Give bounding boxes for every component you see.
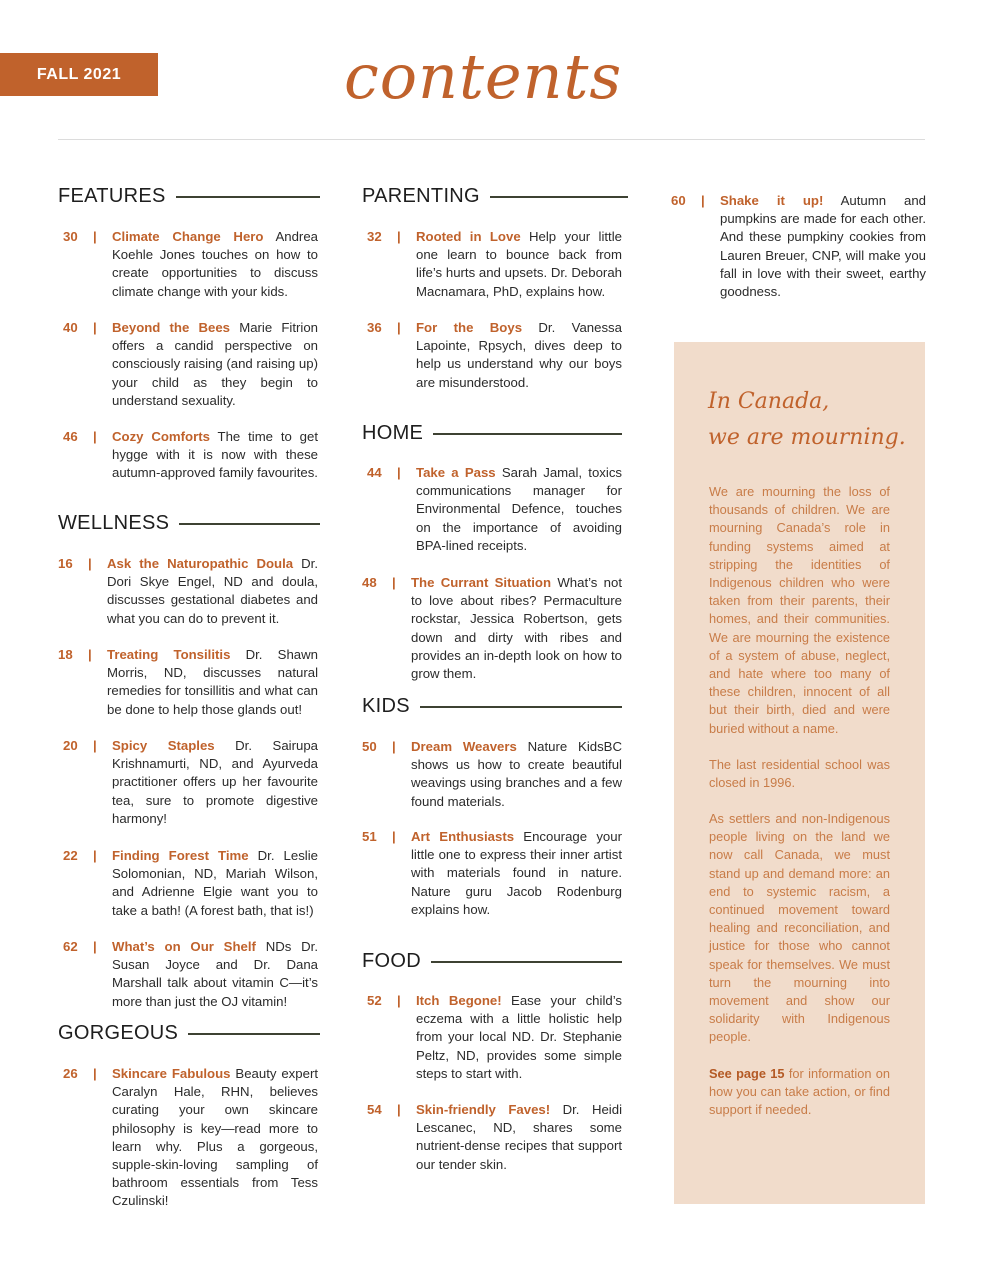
section-title: GORGEOUS xyxy=(58,1022,179,1044)
entry-description: Beauty expert Caralyn Hale, RHN, believes curating your own skincare philosophy is key—read more to learn why. Plus a gorgeous, supple-skin-loving sampling of bathroom essentials from Tess Czulinski! xyxy=(112,1066,318,1209)
callout-heading: In Canada, we are mourning. xyxy=(708,389,906,450)
entry-title[interactable]: Skincare Fabulous xyxy=(112,1066,231,1081)
section-heading-parenting xyxy=(362,185,628,208)
entry-description: Dr. Heidi Lescanec, ND, shares some nutrient-dense recipes that support our tender skin. xyxy=(416,1102,622,1172)
section-rule xyxy=(179,523,320,525)
entry-title[interactable]: Climate Change Hero xyxy=(112,229,264,244)
entry-description: The time to get hygge with it is now with these autumn-approved family favourites. xyxy=(112,429,319,481)
section-rule xyxy=(176,196,320,198)
page-number: 52 | xyxy=(367,993,401,1008)
callout-paragraph: As settlers and non-Indigenous people living on the land we now call Canada, we must stand up and demand more: an end to systemic racism, a continued movement toward healing and reconciliation, and justice for those who cannot speak for themselves. We must turn the mourning into movement and show our solidarity with Indigenous people. xyxy=(709,811,890,1045)
entry-title[interactable]: Ask the Naturopathic Doula xyxy=(107,556,294,571)
toc-entry[interactable] xyxy=(367,992,622,1083)
section-title: PARENTING xyxy=(362,185,480,207)
section-heading-wellness xyxy=(58,512,320,535)
section-title: HOME xyxy=(362,422,424,444)
callout-paragraph: We are mourning the loss of thousands of children. We are mourning Canada’s role in funding systems aimed at stripping the identities of Indigenous children who were taken from their parents, their homes, and their communities. We are mourning the existence of a system of abuse, neglect, and hate where too many of these children, innocent of all but their birth, died and were buried without a name. xyxy=(709,484,890,736)
mourning-callout-panel xyxy=(674,342,925,1204)
entry-title[interactable]: Finding Forest Time xyxy=(112,848,249,863)
section-rule xyxy=(431,961,622,963)
page-number: 26 | xyxy=(63,1066,97,1081)
entry-title[interactable]: Skin-friendly Faves! xyxy=(416,1102,551,1117)
toc-entry[interactable] xyxy=(63,1065,318,1211)
toc-entry[interactable] xyxy=(362,738,622,811)
toc-entry[interactable] xyxy=(63,428,318,483)
entry-description: Help your little one learn to bounce back from life’s hurts and upsets. Dr. Deborah Macnamara, PhD, explains how. xyxy=(416,229,622,299)
toc-entry[interactable] xyxy=(63,847,318,920)
entry-description: Dr. Sairupa Krishnamurti, ND, and Ayurveda practitioner offers up her favourite tea, sure to promote digestive harmony! xyxy=(112,738,318,826)
toc-entry[interactable] xyxy=(63,228,318,301)
entry-title[interactable]: Treating Tonsilitis xyxy=(107,647,231,662)
section-rule xyxy=(420,706,622,708)
section-heading-home xyxy=(362,422,622,445)
entry-title[interactable]: Rooted in Love xyxy=(416,229,521,244)
page-number: 50 | xyxy=(362,739,396,754)
entry-description: NDs Dr. Susan Joyce and Dr. Dana Marshall talk about vitamin C—it’s more than just the OJ vitamin! xyxy=(112,939,318,1009)
entry-title[interactable]: Dream Weavers xyxy=(411,739,517,754)
entry-description: Sarah Jamal, toxics communications manager for Environmental Defence, touches on the importance of avoiding BPA-lined receipts. xyxy=(416,465,623,553)
page-number: 16 | xyxy=(58,556,92,571)
entry-description: Nature KidsBC shows us how to create beautiful weavings using branches and a few found materials. xyxy=(411,739,622,809)
section-rule xyxy=(188,1033,320,1035)
page-number: 20 | xyxy=(63,738,97,753)
toc-entry[interactable] xyxy=(63,319,318,410)
page-number: 62 | xyxy=(63,939,97,954)
entry-title[interactable]: Art Enthusiasts xyxy=(411,829,515,844)
toc-entry[interactable] xyxy=(362,828,622,919)
entry-description: Marie Fitrion offers a candid perspective on consciously raising (and raising up) your child as they begin to understand sexuality. xyxy=(112,320,318,408)
entry-title[interactable]: For the Boys xyxy=(416,320,523,335)
entry-title[interactable]: What’s on Our Shelf xyxy=(112,939,256,954)
section-heading-gorgeous xyxy=(58,1022,320,1045)
toc-entry[interactable] xyxy=(63,737,318,828)
entry-title[interactable]: Shake it up! xyxy=(720,193,824,208)
page-number: 51 | xyxy=(362,829,396,844)
entry-description: Dr. Vanessa Lapointe, Rpsych, dives deep to help us understand why our boys are misunderstood. xyxy=(416,320,622,390)
page-title: contents xyxy=(344,40,623,113)
page-number: 22 | xyxy=(63,848,97,863)
page-reference-link[interactable]: See page 15 xyxy=(709,1066,785,1081)
entry-title[interactable]: Itch Begone! xyxy=(416,993,502,1008)
section-rule xyxy=(490,196,628,198)
section-rule xyxy=(433,433,622,435)
section-title: KIDS xyxy=(362,695,410,717)
entry-description: Dr. Dori Skye Engel, ND and doula, discusses gestational diabetes and what you can do to prevent it. xyxy=(107,556,318,626)
section-title: FOOD xyxy=(362,950,421,972)
entry-title[interactable]: Beyond the Bees xyxy=(112,320,231,335)
page-number: 48 | xyxy=(362,575,396,590)
section-heading-features xyxy=(58,185,320,208)
toc-entry[interactable] xyxy=(58,555,318,628)
toc-entry[interactable] xyxy=(63,938,318,1011)
entry-title[interactable]: Cozy Comforts xyxy=(112,429,210,444)
callout-paragraph: See page 15 for information on how you can take action, or find support if needed. xyxy=(709,1066,891,1118)
section-heading-food xyxy=(362,950,622,973)
page-number: 54 | xyxy=(367,1102,401,1117)
entry-description: Andrea Koehle Jones touches on how to create opportunities to discuss climate change with your kids. xyxy=(112,229,318,299)
entry-description: Ease your child’s eczema with a little holistic help from your local ND. Dr. Stephanie Peltz, ND, provides some simple steps to start with. xyxy=(416,993,622,1081)
toc-entry[interactable] xyxy=(367,228,622,301)
page-number: 18 | xyxy=(58,647,92,662)
page-number: 36 | xyxy=(367,320,401,335)
section-heading-kids xyxy=(362,695,622,718)
entry-description: Autumn and pumpkins are made for each other. And these pumpkiny cookies from Lauren Breuer, CNP, will make you fall in love with their sweet, earthy goodness. xyxy=(720,193,926,300)
toc-entry[interactable] xyxy=(367,319,622,392)
section-title: FEATURES xyxy=(58,185,166,207)
toc-entry[interactable] xyxy=(362,574,622,683)
section-title: WELLNESS xyxy=(58,512,170,534)
toc-entry[interactable] xyxy=(367,1101,622,1174)
page-number: 44 | xyxy=(367,465,401,480)
page-number: 60 | xyxy=(671,193,705,208)
page-number: 30 | xyxy=(63,229,97,244)
entry-description: What’s not to love about ribes? Permaculture rockstar, Jessica Robertson, gets down and dirty with ribes and provides an in-depth look on how to grow them. xyxy=(411,575,622,682)
header-divider xyxy=(58,139,925,140)
issue-season-badge: FALL 2021 xyxy=(0,53,158,96)
entry-title[interactable]: The Currant Situation xyxy=(411,575,552,590)
entry-description: Encourage your little one to express their inner artist with materials found in nature. Nature guru Jacob Rodenburg explains how. xyxy=(411,829,622,917)
entry-title[interactable]: Take a Pass xyxy=(416,465,496,480)
toc-entry[interactable] xyxy=(671,192,926,301)
page-number: 40 | xyxy=(63,320,97,335)
page-number: 32 | xyxy=(367,229,401,244)
toc-entry[interactable] xyxy=(58,646,318,719)
entry-description: Dr. Shawn Morris, ND, discusses natural remedies for tonsillitis and what can be done to help those glands out! xyxy=(107,647,318,717)
toc-entry[interactable] xyxy=(367,464,622,555)
page-number: 46 | xyxy=(63,429,97,444)
entry-title[interactable]: Spicy Staples xyxy=(112,738,215,753)
callout-paragraph: The last residential school was closed in 1996. xyxy=(709,757,890,791)
entry-description: Dr. Leslie Solomonian, ND, Mariah Wilson, and Adrienne Elgie want you to take a bath! (A forest bath, that is!) xyxy=(112,848,319,918)
